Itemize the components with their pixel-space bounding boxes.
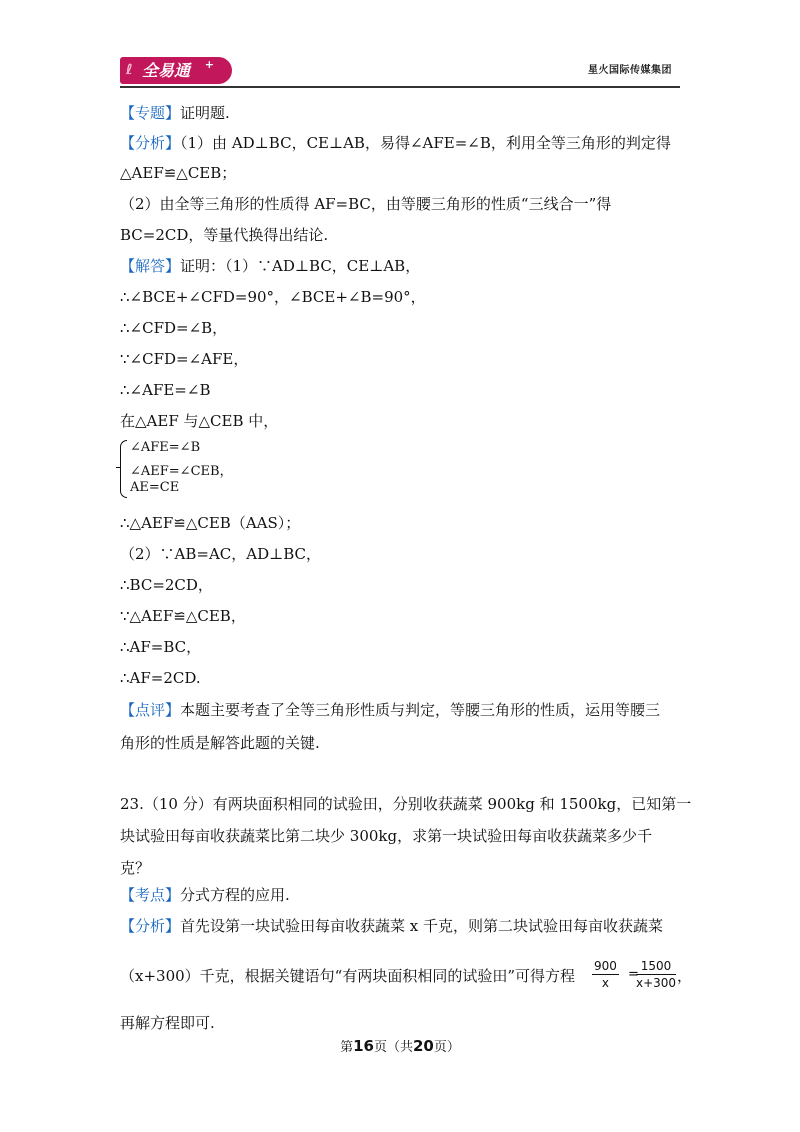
topic-line (120, 103, 230, 123)
topic-text: 证明题. (180, 104, 230, 122)
solution-line-9: ∴BC=2CD， (120, 576, 213, 594)
solution-line-4: ∵∠CFD=∠AFE， (120, 350, 249, 368)
analysis-line-4: BC=2CD，等量代换得出结论. (120, 226, 329, 244)
page-footer (0, 1036, 800, 1055)
tag-q-analysis: 【分析】 (120, 917, 181, 935)
system-line-1: ∠AFE=∠B (130, 440, 201, 455)
comment-text-1: 本题主要考查了全等三角形性质与判定，等腰三角形的性质，运用等腰三 (180, 701, 661, 719)
footer-page-number: 16 (353, 1037, 374, 1055)
system-line-3: AE=CE (130, 480, 180, 495)
solution-text-1: 证明：（1）∵AD⊥BC，CE⊥AB， (180, 257, 421, 275)
system-line-2: ∠AEF=∠CEB， (130, 464, 233, 479)
brace-nub (116, 467, 120, 468)
comment-line-2: 角形的性质是解答此题的关键. (120, 734, 320, 752)
question-line-2: 块试验田每亩收获蔬菜比第二块少 300kg，求第一块试验田每亩收获蔬菜多少千 (120, 827, 653, 845)
question-line-3: 克？ (120, 859, 151, 877)
solution-line-10: ∵△AEF≌△CEB， (120, 607, 246, 625)
fraction-equals: = (628, 967, 639, 982)
solution-line-5: ∴∠AFE=∠B (120, 381, 211, 399)
fraction-right (636, 958, 676, 991)
solution-line-11: ∴AF=BC， (120, 638, 202, 656)
brand-logo (120, 57, 232, 84)
q-analysis-line-1 (120, 916, 663, 936)
fraction-comma: ， (677, 967, 693, 985)
fraction-left (592, 958, 619, 991)
tag-solution: 【解答】 (120, 257, 181, 275)
q-analysis-line-2: （x+300）千克，根据关键语句“有两块面积相同的试验田”可得方程 (120, 967, 575, 985)
fraction-right-numerator: 1500 (636, 958, 676, 975)
solution-line-8: （2）∵AB=AC，AD⊥BC， (120, 545, 322, 563)
question-line-1: 23.（10 分）有两块面积相同的试验田，分别收获蔬菜 900kg 和 1500kg，已知第一 (120, 795, 692, 813)
tag-topic: 【专题】 (120, 104, 181, 122)
analysis-text-1: （1）由 AD⊥BC，CE⊥AB，易得∠AFE=∠B，利用全等三角形的判定得 (180, 134, 671, 152)
brace-icon (120, 440, 127, 498)
analysis-line-3: （2）由全等三角形的性质得 AF=BC，由等腰三角形的性质“三线合一”得 (120, 195, 612, 213)
tag-analysis: 【分析】 (120, 134, 181, 152)
q-analysis-line-3: 再解方程即可. (120, 1014, 215, 1032)
comment-line-1 (120, 700, 660, 720)
solution-line-2: ∴∠BCE+∠CFD=90°，∠BCE+∠B=90°， (120, 288, 426, 306)
footer-prefix: 第 (340, 1040, 354, 1055)
logo-swirl-icon: ℓ (126, 62, 133, 78)
solution-line-7: ∴△AEF≌△CEB（AAS）； (120, 514, 301, 532)
solution-line-3: ∴∠CFD=∠B， (120, 319, 228, 337)
analysis-line-1 (120, 133, 671, 153)
header-divider (120, 86, 680, 88)
keypoint-line (120, 885, 290, 905)
footer-mid: 页（共 (373, 1040, 413, 1055)
logo-star-icon: + (204, 58, 214, 71)
fraction-right-denominator: x+300 (636, 976, 677, 990)
fraction-left-numerator: 900 (594, 959, 617, 973)
solution-line-12: ∴AF=2CD. (120, 669, 201, 687)
solution-line-1 (120, 256, 420, 276)
tag-keypoint: 【考点】 (120, 886, 181, 904)
publisher-name: 星火国际传媒集团 (588, 65, 672, 76)
fraction-left-denominator: x (601, 976, 609, 990)
solution-line-6: 在△AEF 与△CEB 中， (120, 412, 279, 430)
logo-text: 全易通 (142, 61, 191, 80)
analysis-line-2: △AEF≌△CEB； (120, 164, 237, 182)
footer-total-pages: 20 (413, 1037, 434, 1055)
footer-suffix: 页） (433, 1040, 460, 1055)
tag-comment: 【点评】 (120, 701, 181, 719)
q-analysis-text-1: 首先设第一块试验田每亩收获蔬菜 x 千克，则第二块试验田每亩收获蔬菜 (180, 917, 664, 935)
keypoint-text: 分式方程的应用. (180, 886, 290, 904)
